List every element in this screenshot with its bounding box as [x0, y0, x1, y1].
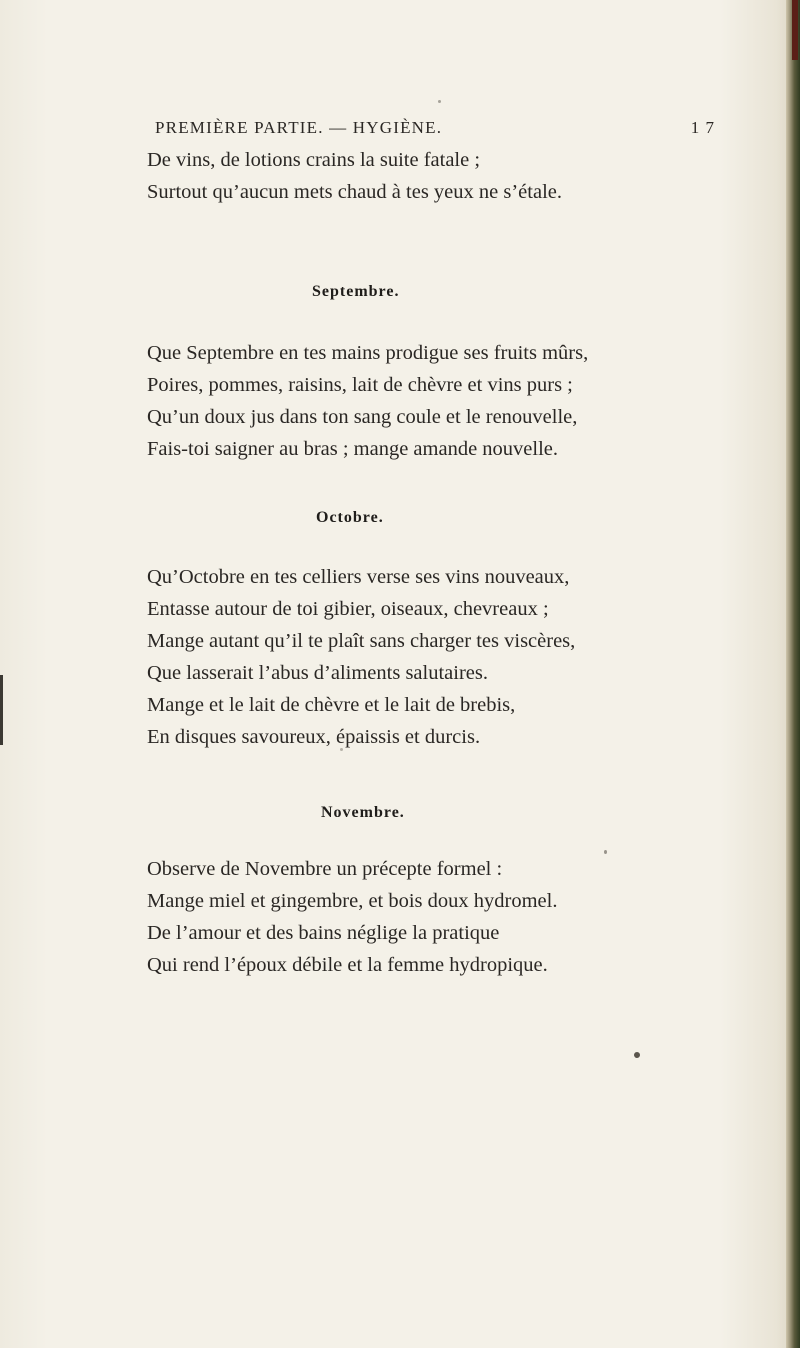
verse-line: Mange et le lait de chèvre et le lait de brebis, — [147, 694, 516, 716]
verse-line: Que Septembre en tes mains prodigue ses fruits mûrs, — [147, 342, 589, 364]
margin-mark — [0, 675, 3, 745]
verse-line: Mange miel et gingembre, et bois doux hydromel. — [147, 890, 558, 912]
ink-speck — [634, 1052, 640, 1058]
page-number: 1 7 — [690, 118, 715, 137]
running-head: PREMIÈRE PARTIE. — HYGIÈNE. — [155, 118, 443, 137]
verse-line: Fais-toi saigner au bras ; mange amande nouvelle. — [147, 438, 559, 460]
page-header — [155, 118, 715, 144]
page-binding-edge — [786, 0, 800, 1348]
ink-speck — [340, 748, 343, 751]
verse-line: Entasse autour de toi gibier, oiseaux, chevreaux ; — [147, 598, 549, 620]
verse-line: Qu’un doux jus dans ton sang coule et le renouvelle, — [147, 406, 578, 428]
verse-line: Poires, pommes, raisins, lait de chèvre et vins purs ; — [147, 374, 573, 396]
verse-line: Mange autant qu’il te plaît sans charger tes viscères, — [147, 630, 576, 652]
section-title-novembre: Novembre. — [321, 804, 405, 821]
ink-speck — [604, 850, 607, 854]
verse-line: De vins, de lotions crains la suite fatale ; — [147, 149, 481, 171]
ink-speck — [438, 100, 441, 103]
verse-line: Qui rend l’époux débile et la femme hydropique. — [147, 954, 548, 976]
section-title-octobre: Octobre. — [316, 509, 384, 526]
verse-line: En disques savoureux, épaissis et durcis. — [147, 726, 481, 748]
section-title-septembre: Septembre. — [312, 283, 400, 300]
verse-line: De l’amour et des bains néglige la pratique — [147, 922, 500, 944]
verse-line: Surtout qu’aucun mets chaud à tes yeux ne s’étale. — [147, 181, 562, 203]
verse-line: Observe de Novembre un précepte formel : — [147, 858, 503, 880]
verse-line: Que lasserait l’abus d’aliments salutaires. — [147, 662, 488, 684]
verse-line: Qu’Octobre en tes celliers verse ses vins nouveaux, — [147, 566, 570, 588]
